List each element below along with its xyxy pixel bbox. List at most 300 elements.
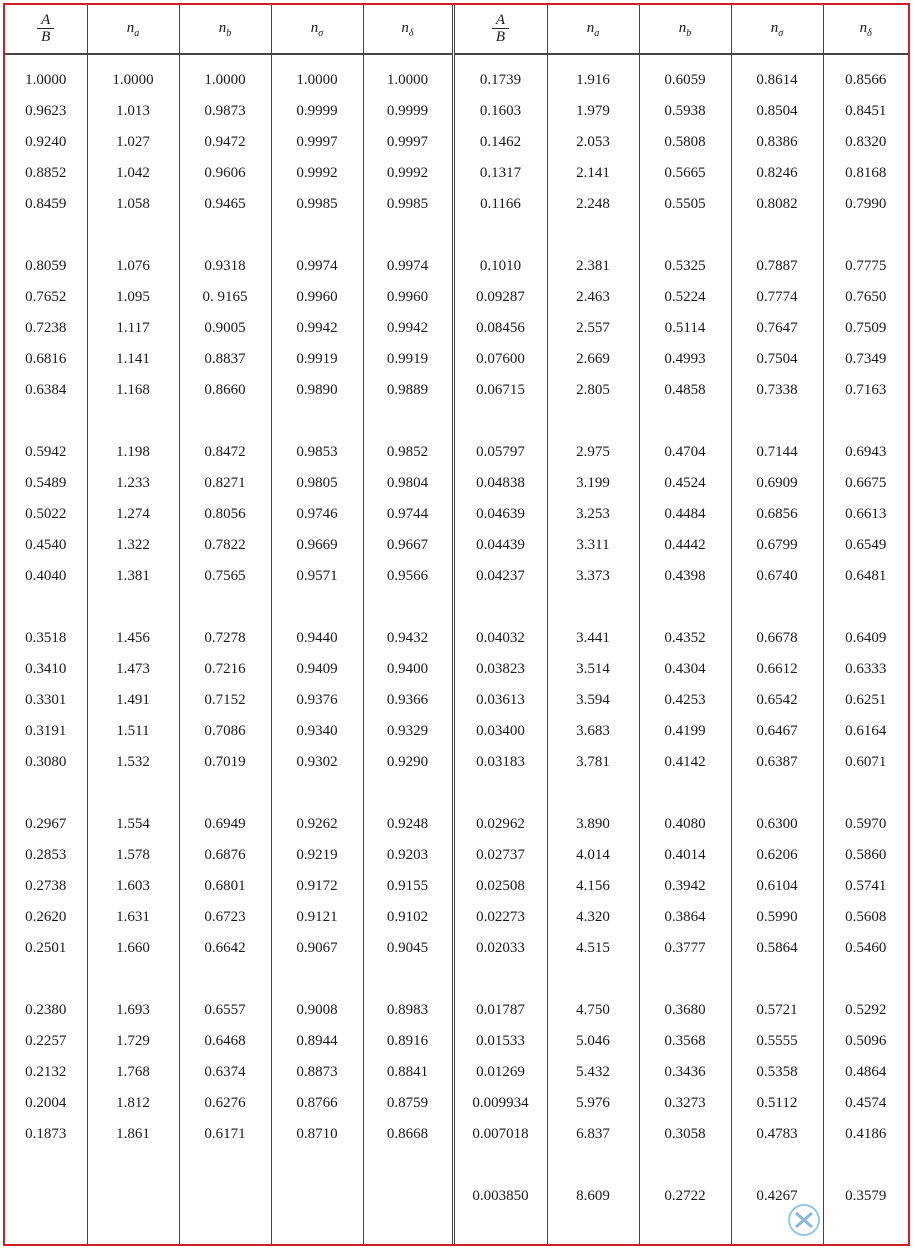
table-cell: 0.8759 [363, 1088, 453, 1119]
table-cell: 0.9318 [179, 251, 271, 282]
table-row [5, 468, 908, 499]
table-cell: 1.491 [87, 685, 179, 716]
table-cell: 0.04032 [453, 623, 547, 654]
header-n-base: n [586, 19, 595, 36]
header-n-subscript: b [226, 27, 232, 39]
table-row [5, 530, 908, 561]
table-cell: 0.7647 [731, 313, 823, 344]
table-cell: 0.6816 [5, 344, 87, 375]
table-cell: 0.9340 [271, 716, 363, 747]
table-cell: 0.5860 [845, 847, 887, 863]
header-n-subscript: a [594, 27, 600, 39]
table-cell: 0.6164 [845, 723, 887, 739]
table-cell: 0.5942 [5, 437, 87, 468]
table-cell: 0.4040 [5, 561, 87, 592]
table-cell: 0.8168 [845, 165, 887, 181]
spacer-cell [179, 778, 271, 809]
table-row [5, 623, 908, 654]
table-cell: 0.3436 [639, 1057, 731, 1088]
table-cell: 0.5096 [845, 1033, 887, 1049]
table-cell: 1.0000 [179, 54, 271, 96]
table-cell: 0.9667 [363, 530, 453, 561]
header-n-base: n [310, 19, 319, 36]
table-cell: 0.7652 [5, 282, 87, 313]
table-cell: 0.4484 [639, 499, 731, 530]
table-row [5, 1088, 908, 1119]
table-cell: 0.4014 [639, 840, 731, 871]
filler-cell [639, 1212, 731, 1244]
table-cell: 0.6909 [731, 468, 823, 499]
table-cell: 0.5292 [845, 1002, 887, 1018]
table-cell: 3.253 [547, 499, 639, 530]
table-cell: 0.5112 [731, 1088, 823, 1119]
table-row [5, 1119, 908, 1150]
table-cell: 0.4304 [639, 654, 731, 685]
table-cell: 0.9985 [271, 189, 363, 220]
table-cell: 1.473 [87, 654, 179, 685]
table-cell: 0.4253 [639, 685, 731, 716]
table-cell: 0.6723 [179, 902, 271, 933]
table-cell: 1.916 [547, 54, 639, 96]
spacer-cell [731, 964, 823, 995]
table-cell: 0.2620 [5, 902, 87, 933]
table-cell: 0.8710 [271, 1119, 363, 1150]
table-row [5, 499, 908, 530]
header-n-base: n [678, 19, 687, 36]
table-cell: 0.7152 [179, 685, 271, 716]
spacer-cell [731, 406, 823, 437]
spacer-cell [363, 1150, 453, 1181]
table-cell: 1.076 [87, 251, 179, 282]
table-cell: 0.7509 [845, 320, 887, 336]
table-cell: 0.9889 [363, 375, 453, 406]
table-cell: 1.0000 [271, 54, 363, 96]
table-cell: 0.7504 [731, 344, 823, 375]
table-cell: 0.9999 [271, 96, 363, 127]
table-cell: 3.373 [547, 561, 639, 592]
spacer-cell [5, 220, 87, 251]
table-cell: 0.9008 [271, 995, 363, 1026]
table-cell: 3.890 [547, 809, 639, 840]
filler-cell [823, 1212, 908, 1244]
table-cell: 0.8852 [5, 158, 87, 189]
table-cell: 0.9203 [363, 840, 453, 871]
spacer-cell [731, 220, 823, 251]
table-cell: 0.7775 [845, 258, 887, 274]
table-cell: 0.3273 [639, 1088, 731, 1119]
table-cell: 0.9890 [271, 375, 363, 406]
header-n-1 [179, 5, 271, 54]
table-cell: 0.7238 [5, 313, 87, 344]
table-cell: 0.03613 [453, 685, 547, 716]
table-cell: 0.6071 [845, 754, 887, 770]
spacer-cell [271, 778, 363, 809]
table-cell: 1.979 [547, 96, 639, 127]
table-cell: 0.9005 [179, 313, 271, 344]
table-cell: 0.1603 [453, 96, 547, 127]
table-cell: 0. 9165 [179, 282, 271, 313]
table-cell: 0.007018 [453, 1119, 547, 1150]
table-cell: 0.8766 [271, 1088, 363, 1119]
table-row [5, 716, 908, 747]
table-cell: 0.03823 [453, 654, 547, 685]
table-cell: 0.9409 [271, 654, 363, 685]
table-cell: 0.8983 [363, 995, 453, 1026]
table-cell: 1.058 [87, 189, 179, 220]
table-cell: 0.9853 [271, 437, 363, 468]
table-cell: 0.8320 [845, 134, 887, 150]
table-cell: 0.03400 [453, 716, 547, 747]
table-cell [5, 1181, 87, 1212]
table-row [5, 933, 908, 964]
table-cell: 0.05797 [453, 437, 547, 468]
table-cell: 0.6387 [731, 747, 823, 778]
table-cell: 0.2132 [5, 1057, 87, 1088]
table-cell: 0.6374 [179, 1057, 271, 1088]
filler-cell [271, 1212, 363, 1244]
filler-cell [453, 1212, 547, 1244]
table-row [5, 127, 908, 158]
table-cell: 1.532 [87, 747, 179, 778]
table-cell: 0.4704 [639, 437, 731, 468]
group-spacer [5, 406, 908, 437]
table-cell: 0.7990 [845, 196, 887, 212]
spacer-cell [179, 592, 271, 623]
table-cell: 0.5022 [5, 499, 87, 530]
header-ratio-a-over-b [5, 5, 87, 54]
table-row [5, 189, 908, 220]
table-cell: 0.9240 [5, 127, 87, 158]
table-cell: 0.2738 [5, 871, 87, 902]
spacer-cell [639, 592, 731, 623]
spacer-cell [823, 220, 908, 251]
fraction [37, 12, 54, 45]
table-cell: 1.198 [87, 437, 179, 468]
table-row [5, 685, 908, 716]
table-cell: 0.5325 [639, 251, 731, 282]
table-cell: 0.8614 [731, 54, 823, 96]
spacer-cell [87, 778, 179, 809]
table-cell: 0.9997 [271, 127, 363, 158]
table-cell: 0.6876 [179, 840, 271, 871]
table-cell: 0.3410 [5, 654, 87, 685]
spacer-cell [547, 592, 639, 623]
table-cell: 0.8837 [179, 344, 271, 375]
table-row [5, 96, 908, 127]
table-cell: 0.8944 [271, 1026, 363, 1057]
table-cell: 0.9919 [363, 344, 453, 375]
table-cell: 3.781 [547, 747, 639, 778]
table-cell: 0.9400 [363, 654, 453, 685]
table-row [5, 747, 908, 778]
table-cell: 0.9804 [363, 468, 453, 499]
table-cell: 0.6276 [179, 1088, 271, 1119]
table-cell: 0.3058 [639, 1119, 731, 1150]
spacer-cell [87, 964, 179, 995]
table-cell: 0.4080 [639, 809, 731, 840]
table-cell: 0.9746 [271, 499, 363, 530]
table-cell: 0.4352 [639, 623, 731, 654]
table-cell: 0.5608 [845, 909, 887, 925]
table-row [5, 1026, 908, 1057]
table-cell: 0.04439 [453, 530, 547, 561]
table-row [5, 251, 908, 282]
table-cell: 0.6613 [845, 506, 887, 522]
table-cell: 0.3301 [5, 685, 87, 716]
table-cell: 0.5741 [845, 878, 887, 894]
table-cell: 0.6251 [845, 692, 887, 708]
table-cell: 0.8841 [363, 1057, 453, 1088]
table-cell: 0.8916 [363, 1026, 453, 1057]
table-cell: 1.693 [87, 995, 179, 1026]
header-n-base: n [770, 19, 779, 36]
table-cell: 0.3680 [639, 995, 731, 1026]
coefficient-table [5, 5, 908, 1244]
table-cell: 0.9960 [271, 282, 363, 313]
table-cell: 1.729 [87, 1026, 179, 1057]
table-cell: 0.8451 [845, 103, 887, 119]
table-cell: 0.02508 [453, 871, 547, 902]
table-cell: 0.5808 [639, 127, 731, 158]
table-cell: 0.9376 [271, 685, 363, 716]
table-cell: 1.511 [87, 716, 179, 747]
table-cell: 0.5358 [731, 1057, 823, 1088]
table-cell: 0.7887 [731, 251, 823, 282]
table-cell: 0.6468 [179, 1026, 271, 1057]
spacer-cell [179, 964, 271, 995]
table-cell: 0.9432 [363, 623, 453, 654]
table-cell: 1.168 [87, 375, 179, 406]
table-cell: 0.7278 [179, 623, 271, 654]
spacer-cell [363, 592, 453, 623]
table-cell: 4.515 [547, 933, 639, 964]
table-cell: 0.8660 [179, 375, 271, 406]
filler-cell [5, 1212, 87, 1244]
table-cell: 6.837 [547, 1119, 639, 1150]
table-cell: 0.9045 [363, 933, 453, 964]
table-cell: 4.014 [547, 840, 639, 871]
header-n-subscript: σ [778, 27, 784, 39]
table-cell: 0.1462 [453, 127, 547, 158]
table-cell: 0.04237 [453, 561, 547, 592]
spacer-cell [453, 220, 547, 251]
spacer-cell [5, 406, 87, 437]
table-cell: 0.2004 [5, 1088, 87, 1119]
spacer-cell [453, 964, 547, 995]
group-spacer [5, 220, 908, 251]
group-spacer [5, 1150, 908, 1181]
table-cell: 0.3942 [639, 871, 731, 902]
table-cell: 0.5224 [639, 282, 731, 313]
table-cell: 1.0000 [363, 54, 453, 96]
table-cell: 0.9172 [271, 871, 363, 902]
table-cell: 0.4186 [845, 1126, 887, 1142]
table-cell: 0.4267 [731, 1181, 823, 1212]
table-cell: 0.6612 [731, 654, 823, 685]
table-cell: 0.9669 [271, 530, 363, 561]
spacer-cell [87, 220, 179, 251]
header-n-0 [87, 5, 179, 54]
table-cell: 0.9997 [363, 127, 453, 158]
table-cell: 0.1873 [5, 1119, 87, 1150]
table-cell: 0.4142 [639, 747, 731, 778]
table-cell: 0.9985 [363, 189, 453, 220]
table-cell: 4.320 [547, 902, 639, 933]
table-cell: 0.7349 [845, 351, 887, 367]
table-cell: 0.8566 [845, 72, 887, 88]
table-cell [87, 1181, 179, 1212]
table-cell: 0.6949 [179, 809, 271, 840]
table-cell: 0.7019 [179, 747, 271, 778]
table-cell: 0.7774 [731, 282, 823, 313]
table-cell: 0.4574 [845, 1095, 887, 1111]
header-n-base: n [401, 19, 409, 36]
table-cell: 0.2257 [5, 1026, 87, 1057]
table-cell: 0.9942 [271, 313, 363, 344]
table-cell: 1.322 [87, 530, 179, 561]
spacer-cell [271, 592, 363, 623]
header-n-base: n [218, 19, 227, 36]
table-cell: 1.274 [87, 499, 179, 530]
table-cell: 0.9873 [179, 96, 271, 127]
spacer-cell [639, 778, 731, 809]
table-cell [179, 1181, 271, 1212]
spacer-cell [179, 1150, 271, 1181]
table-row [5, 1181, 908, 1212]
table-cell: 1.603 [87, 871, 179, 902]
table-cell: 0.08456 [453, 313, 547, 344]
table-cell: 0.9465 [179, 189, 271, 220]
spacer-cell [823, 964, 908, 995]
table-cell: 1.0000 [5, 54, 87, 96]
table-cell: 1.233 [87, 468, 179, 499]
table-cell: 0.1010 [453, 251, 547, 282]
table-cell: 0.6801 [179, 871, 271, 902]
table-cell: 0.7650 [845, 289, 887, 305]
table-cell: 1.812 [87, 1088, 179, 1119]
table-cell: 1.0000 [87, 54, 179, 96]
table-cell: 0.6059 [639, 54, 731, 96]
spacer-cell [639, 964, 731, 995]
spacer-cell [731, 778, 823, 809]
spacer-cell [547, 220, 639, 251]
table-cell: 0.6409 [845, 630, 887, 646]
spacer-cell [5, 778, 87, 809]
group-spacer [5, 964, 908, 995]
table-cell [271, 1181, 363, 1212]
table-cell: 0.8472 [179, 437, 271, 468]
table-cell: 0.9219 [271, 840, 363, 871]
table-cell: 3.311 [547, 530, 639, 561]
table-row [5, 344, 908, 375]
table-cell: 0.04639 [453, 499, 547, 530]
table-cell: 0.02962 [453, 809, 547, 840]
table-cell: 0.9744 [363, 499, 453, 530]
spacer-cell [547, 778, 639, 809]
table-cell: 1.578 [87, 840, 179, 871]
table-cell: 2.248 [547, 189, 639, 220]
table-cell: 0.8271 [179, 468, 271, 499]
table-cell: 0.9302 [271, 747, 363, 778]
spacer-cell [5, 1150, 87, 1181]
table-row [5, 654, 908, 685]
table-row [5, 1057, 908, 1088]
table-cell: 0.1317 [453, 158, 547, 189]
fraction-denominator: B [41, 29, 51, 45]
header-n-0 [547, 5, 639, 54]
table-row [5, 871, 908, 902]
table-cell: 1.381 [87, 561, 179, 592]
table-cell: 0.8459 [5, 189, 87, 220]
table-cell: 3.441 [547, 623, 639, 654]
table-cell: 0.5864 [731, 933, 823, 964]
table-cell: 0.4864 [845, 1064, 887, 1080]
filler-cell [547, 1212, 639, 1244]
table-cell: 0.5555 [731, 1026, 823, 1057]
table-cell: 0.9992 [363, 158, 453, 189]
table-cell: 8.609 [547, 1181, 639, 1212]
header-n-subscript: δ [867, 27, 872, 39]
spacer-cell [271, 964, 363, 995]
spacer-cell [453, 406, 547, 437]
table-cell: 0.4442 [639, 530, 731, 561]
table-cell: 2.805 [547, 375, 639, 406]
spacer-cell [179, 406, 271, 437]
table-cell: 0.5505 [639, 189, 731, 220]
table-cell: 0.7822 [179, 530, 271, 561]
spacer-cell [5, 592, 87, 623]
table-cell: 5.432 [547, 1057, 639, 1088]
spacer-cell [639, 1150, 731, 1181]
table-cell: 0.6856 [731, 499, 823, 530]
table-cell: 1.861 [87, 1119, 179, 1150]
table-cell: 3.514 [547, 654, 639, 685]
table-row [5, 809, 908, 840]
table-cell: 0.9942 [363, 313, 453, 344]
table-cell: 0.8873 [271, 1057, 363, 1088]
table-cell: 0.5938 [639, 96, 731, 127]
table-cell: 0.6206 [731, 840, 823, 871]
table-row [5, 313, 908, 344]
table-cell: 0.2967 [5, 809, 87, 840]
table-cell: 0.6481 [845, 568, 887, 584]
table-cell: 0.4993 [639, 344, 731, 375]
table-cell: 0.9248 [363, 809, 453, 840]
table-cell: 0.4199 [639, 716, 731, 747]
table-cell: 0.9974 [363, 251, 453, 282]
table-cell: 1.042 [87, 158, 179, 189]
table-cell [363, 1181, 453, 1212]
table-cell: 1.554 [87, 809, 179, 840]
spacer-cell [453, 592, 547, 623]
spacer-cell [823, 778, 908, 809]
spacer-cell [5, 964, 87, 995]
filler-cell [731, 1212, 823, 1244]
table-cell: 0.9852 [363, 437, 453, 468]
table-cell: 0.6549 [845, 537, 887, 553]
filler-cell [87, 1212, 179, 1244]
table-cell: 0.1166 [453, 189, 547, 220]
table-cell: 5.976 [547, 1088, 639, 1119]
table-cell: 0.01533 [453, 1026, 547, 1057]
table-row [5, 54, 908, 96]
table-cell: 0.6171 [179, 1119, 271, 1150]
table-cell: 0.9290 [363, 747, 453, 778]
table-cell: 4.750 [547, 995, 639, 1026]
table-cell: 3.199 [547, 468, 639, 499]
table-cell: 2.975 [547, 437, 639, 468]
table-cell: 0.7086 [179, 716, 271, 747]
